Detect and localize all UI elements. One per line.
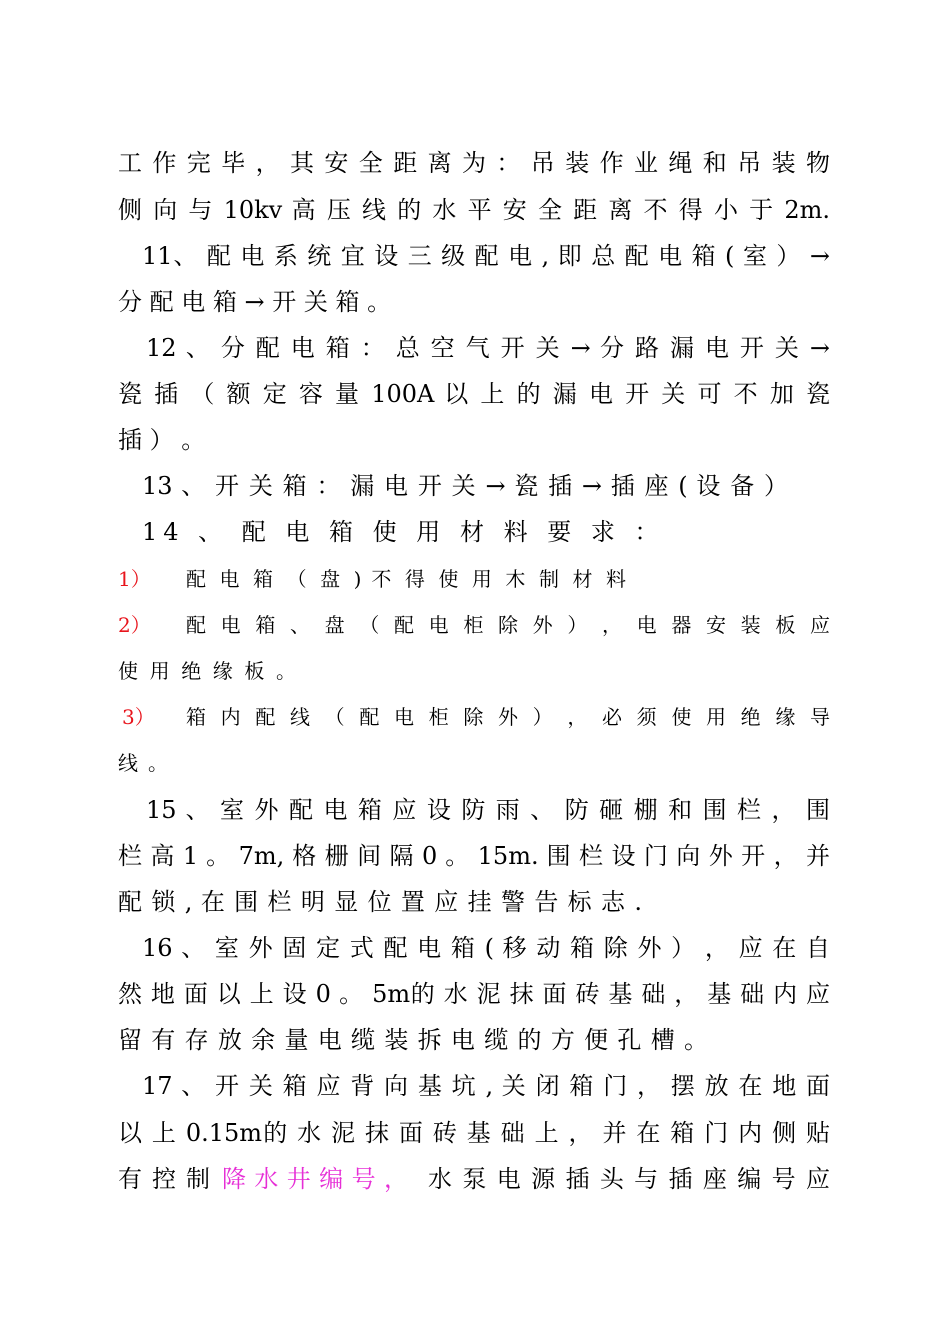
list-marker: 1） <box>118 567 151 591</box>
text-line: 16 、 室 外 固 定 式 配 电 箱 ( 移 动 箱 除 外 ） ， 应 在 自 <box>142 934 830 962</box>
text-line: 留 有 存 放 余 量 电 缆 装 拆 电 缆 的 方 便 孔 槽 。 <box>118 1026 708 1054</box>
highlighted-text: 降 水 井 编 号 ， <box>222 1165 408 1193</box>
text-line: 插 ） 。 <box>118 426 206 454</box>
list-marker: 2） <box>118 613 151 637</box>
text-line: 有 控 制 <box>118 1165 210 1193</box>
text-line: 线 。 <box>118 751 168 775</box>
text-line: 然 地 面 以 上 设 0 。 5m的 水 泥 抹 面 砖 基 础 ， 基 础 内 应 <box>118 980 830 1008</box>
text-line: 17 、 开 关 箱 应 背 向 基 坑 , 关 闭 箱 门 ， 摆 放 在 地 面 <box>142 1072 830 1100</box>
text-line: 13 、 开 关 箱 ： 漏 电 开 关 → 瓷 插 → 插 座 ( 设 备 ） <box>142 472 788 500</box>
text-line: 瓷 插 （ 额 定 容 量 100A 以 上 的 漏 电 开 关 可 不 加 瓷 <box>118 380 830 408</box>
text-line: 分 配 电 箱 → 开 关 箱 。 <box>118 288 392 316</box>
text-line: 使 用 绝 缘 板 。 <box>118 659 296 683</box>
text-line: 水 泵 电 源 插 头 与 插 座 编 号 应 <box>428 1165 830 1193</box>
list-marker: 3） <box>122 705 155 729</box>
text-line: 箱 内 配 线 （ 配 电 柜 除 外 ） ， 必 须 使 用 绝 缘 导 <box>186 705 830 729</box>
text-line: 配 电 箱 、 盘 （ 配 电 柜 除 外 ） ， 电 器 安 装 板 应 <box>186 613 830 637</box>
text-line: 15 、 室 外 配 电 箱 应 设 防 雨 、 防 砸 棚 和 围 栏 ， 围 <box>146 796 830 824</box>
text-line: 以 上 0.15m的 水 泥 抹 面 砖 基 础 上 ， 并 在 箱 门 内 侧 贴 <box>118 1119 830 1147</box>
text-line: 11、 配 电 系 统 宜 设 三 级 配 电 , 即 总 配 电 箱 ( 室 ） → <box>142 242 830 270</box>
text-line: 14 、 配 电 箱 使 用 材 料 要 求 ： <box>142 518 665 546</box>
text-line: 工 作 完 毕 ， 其 安 全 距 离 为 ： 吊 装 作 业 绳 和 吊 装 物 <box>118 149 830 177</box>
text-line: 栏 高 1 。 7m, 格 栅 间 隔 0 。 15m. 围 栏 设 门 向 外 开 ， 并 <box>118 842 830 870</box>
text-line: 12 、 分 配 电 箱 ： 总 空 气 开 关 → 分 路 漏 电 开 关 → <box>146 334 830 362</box>
text-line: 配 锁 , 在 围 栏 明 显 位 置 应 挂 警 告 标 志 . <box>118 888 642 916</box>
text-line: 配 电 箱 （ 盘 ) 不 得 使 用 木 制 材 料 <box>186 567 626 591</box>
text-line: 侧 向 与 10kv 高 压 线 的 水 平 安 全 距 离 不 得 小 于 2m. <box>118 196 830 224</box>
